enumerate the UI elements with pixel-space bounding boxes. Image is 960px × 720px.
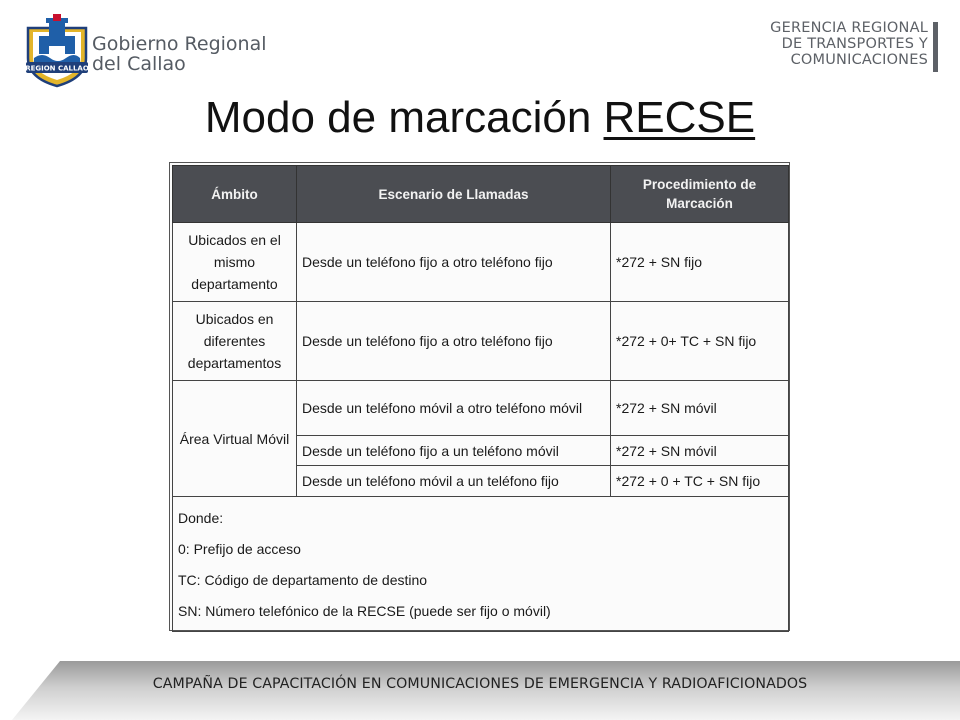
title-prefix: Modo de marcación xyxy=(204,93,592,142)
slide-title xyxy=(0,92,960,144)
table-row xyxy=(173,223,789,302)
org-name-line1: Gobierno Regional xyxy=(92,33,267,55)
note-line: TC: Código de departamento de destino xyxy=(178,572,428,588)
cell-procedimiento: *272 + SN móvil xyxy=(611,436,789,466)
cell-procedimiento: *272 + SN fijo xyxy=(611,223,789,302)
cell-ambito: Área Virtual Móvil xyxy=(173,381,297,497)
table-row xyxy=(173,381,789,436)
notes-cell xyxy=(173,497,789,632)
cell-escenario: Desde un teléfono móvil a un teléfono fijo xyxy=(297,466,611,497)
gerencia-bar xyxy=(933,22,938,72)
cell-escenario: Desde un teléfono móvil a otro teléfono móvil xyxy=(297,381,611,436)
cell-ambito: Ubicados en el mismo departamento xyxy=(173,223,297,302)
org-name xyxy=(92,34,267,74)
crest-badge-text: REGION CALLAO xyxy=(25,64,89,73)
dialing-table-image xyxy=(169,162,790,631)
header-procedimiento xyxy=(611,166,789,223)
header-proc-line2: Marcación xyxy=(666,196,733,211)
footer-text: CAMPAÑA DE CAPACITACIÓN EN COMUNICACIONES DE EMERGENCIA Y RADIOAFICIONADOS xyxy=(152,676,808,692)
gerencia-line1: GERENCIA REGIONAL xyxy=(770,20,928,36)
gerencia-line2: DE TRANSPORTES Y xyxy=(781,36,928,52)
note-line: Donde: xyxy=(178,510,224,526)
title-underlined: RECSE xyxy=(603,93,756,142)
gerencia-logo xyxy=(740,20,940,80)
note-line: SN: Número telefónico de la RECSE (puede ser fijo o móvil) xyxy=(178,603,551,619)
cell-escenario: Desde un teléfono fijo a otro teléfono fijo xyxy=(297,302,611,381)
region-callao-crest-icon xyxy=(22,14,92,88)
dialing-table xyxy=(172,165,789,632)
header-proc-line1: Procedimiento de xyxy=(642,177,757,192)
table-header-row xyxy=(173,166,789,223)
cell-escenario: Desde un teléfono fijo a un teléfono móvil xyxy=(297,436,611,466)
cell-procedimiento: *272 + SN móvil xyxy=(611,381,789,436)
table-notes-row xyxy=(173,497,789,632)
cell-procedimiento: *272 + 0+ TC + SN fijo xyxy=(611,302,789,381)
cell-procedimiento: *272 + 0 + TC + SN fijo xyxy=(611,466,789,497)
header-escenario: Escenario de Llamadas xyxy=(297,166,611,223)
header-ambito: Ámbito xyxy=(173,166,297,223)
gerencia-text xyxy=(770,20,928,68)
org-name-line2: del Callao xyxy=(92,53,186,75)
cell-escenario: Desde un teléfono fijo a otro teléfono fijo xyxy=(297,223,611,302)
gobierno-regional-logo xyxy=(22,14,272,88)
gerencia-line3: COMUNICACIONES xyxy=(790,52,928,68)
cell-ambito: Ubicados en diferentes departamentos xyxy=(173,302,297,381)
table-row xyxy=(173,302,789,381)
note-line: 0: Prefijo de acceso xyxy=(178,541,301,557)
